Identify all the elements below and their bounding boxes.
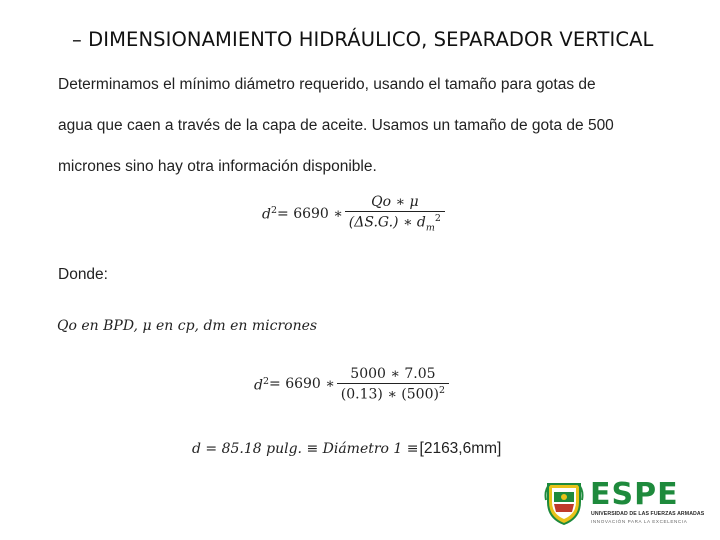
diameter-formula bbox=[262, 194, 447, 233]
formula-denominator: (ΔS.G.) ∗ $d_m^2$ bbox=[345, 211, 445, 233]
result-formula: d = 85.18 pulg. ≡ Diámetro 1 ≡ bbox=[192, 441, 419, 457]
substituted-equals: = 6690 ∗ bbox=[269, 376, 335, 393]
formula-lhs: $d^2$ bbox=[262, 204, 278, 223]
espe-logo bbox=[544, 478, 712, 528]
paragraph-line-2: agua que caen a través de la capa de aceite. Usamos un tamaño de gota de 500 bbox=[58, 117, 614, 134]
espe-tagline: INNOVACIÓN PARA LA EXCELENCIA bbox=[591, 519, 688, 524]
formula-equals: = 6690 ∗ bbox=[277, 205, 343, 222]
substituted-denominator: (0.13) ∗ $(500)^2$ bbox=[337, 383, 449, 403]
result-line bbox=[192, 440, 501, 458]
variable-units: Qo en BPD, μ en cp, dm en micrones bbox=[57, 318, 318, 334]
donde-label: Donde: bbox=[58, 266, 108, 283]
slide-title: – DIMENSIONAMIENTO HIDRÁULICO, SEPARADOR VERTICAL bbox=[72, 28, 654, 51]
result-mm: [2163,6mm] bbox=[419, 440, 502, 457]
paragraph-line-1: Determinamos el mínimo diámetro requerido, usando el tamaño para gotas de bbox=[58, 76, 596, 93]
formula-fraction bbox=[345, 194, 445, 233]
paragraph-line-3: micrones sino hay otra información disponible. bbox=[58, 158, 377, 175]
substituted-fraction bbox=[337, 366, 449, 403]
espe-brand: ESPE bbox=[590, 477, 679, 512]
substituted-lhs: $d^2$ bbox=[254, 375, 270, 394]
espe-crest-icon bbox=[544, 480, 584, 526]
substituted-formula bbox=[254, 366, 451, 403]
intro-paragraph bbox=[58, 64, 668, 187]
substituted-numerator: 5000 ∗ 7.05 bbox=[350, 366, 436, 382]
espe-subtitle: UNIVERSIDAD DE LAS FUERZAS ARMADAS bbox=[591, 511, 705, 517]
formula-numerator: Qo ∗ μ bbox=[371, 194, 419, 210]
